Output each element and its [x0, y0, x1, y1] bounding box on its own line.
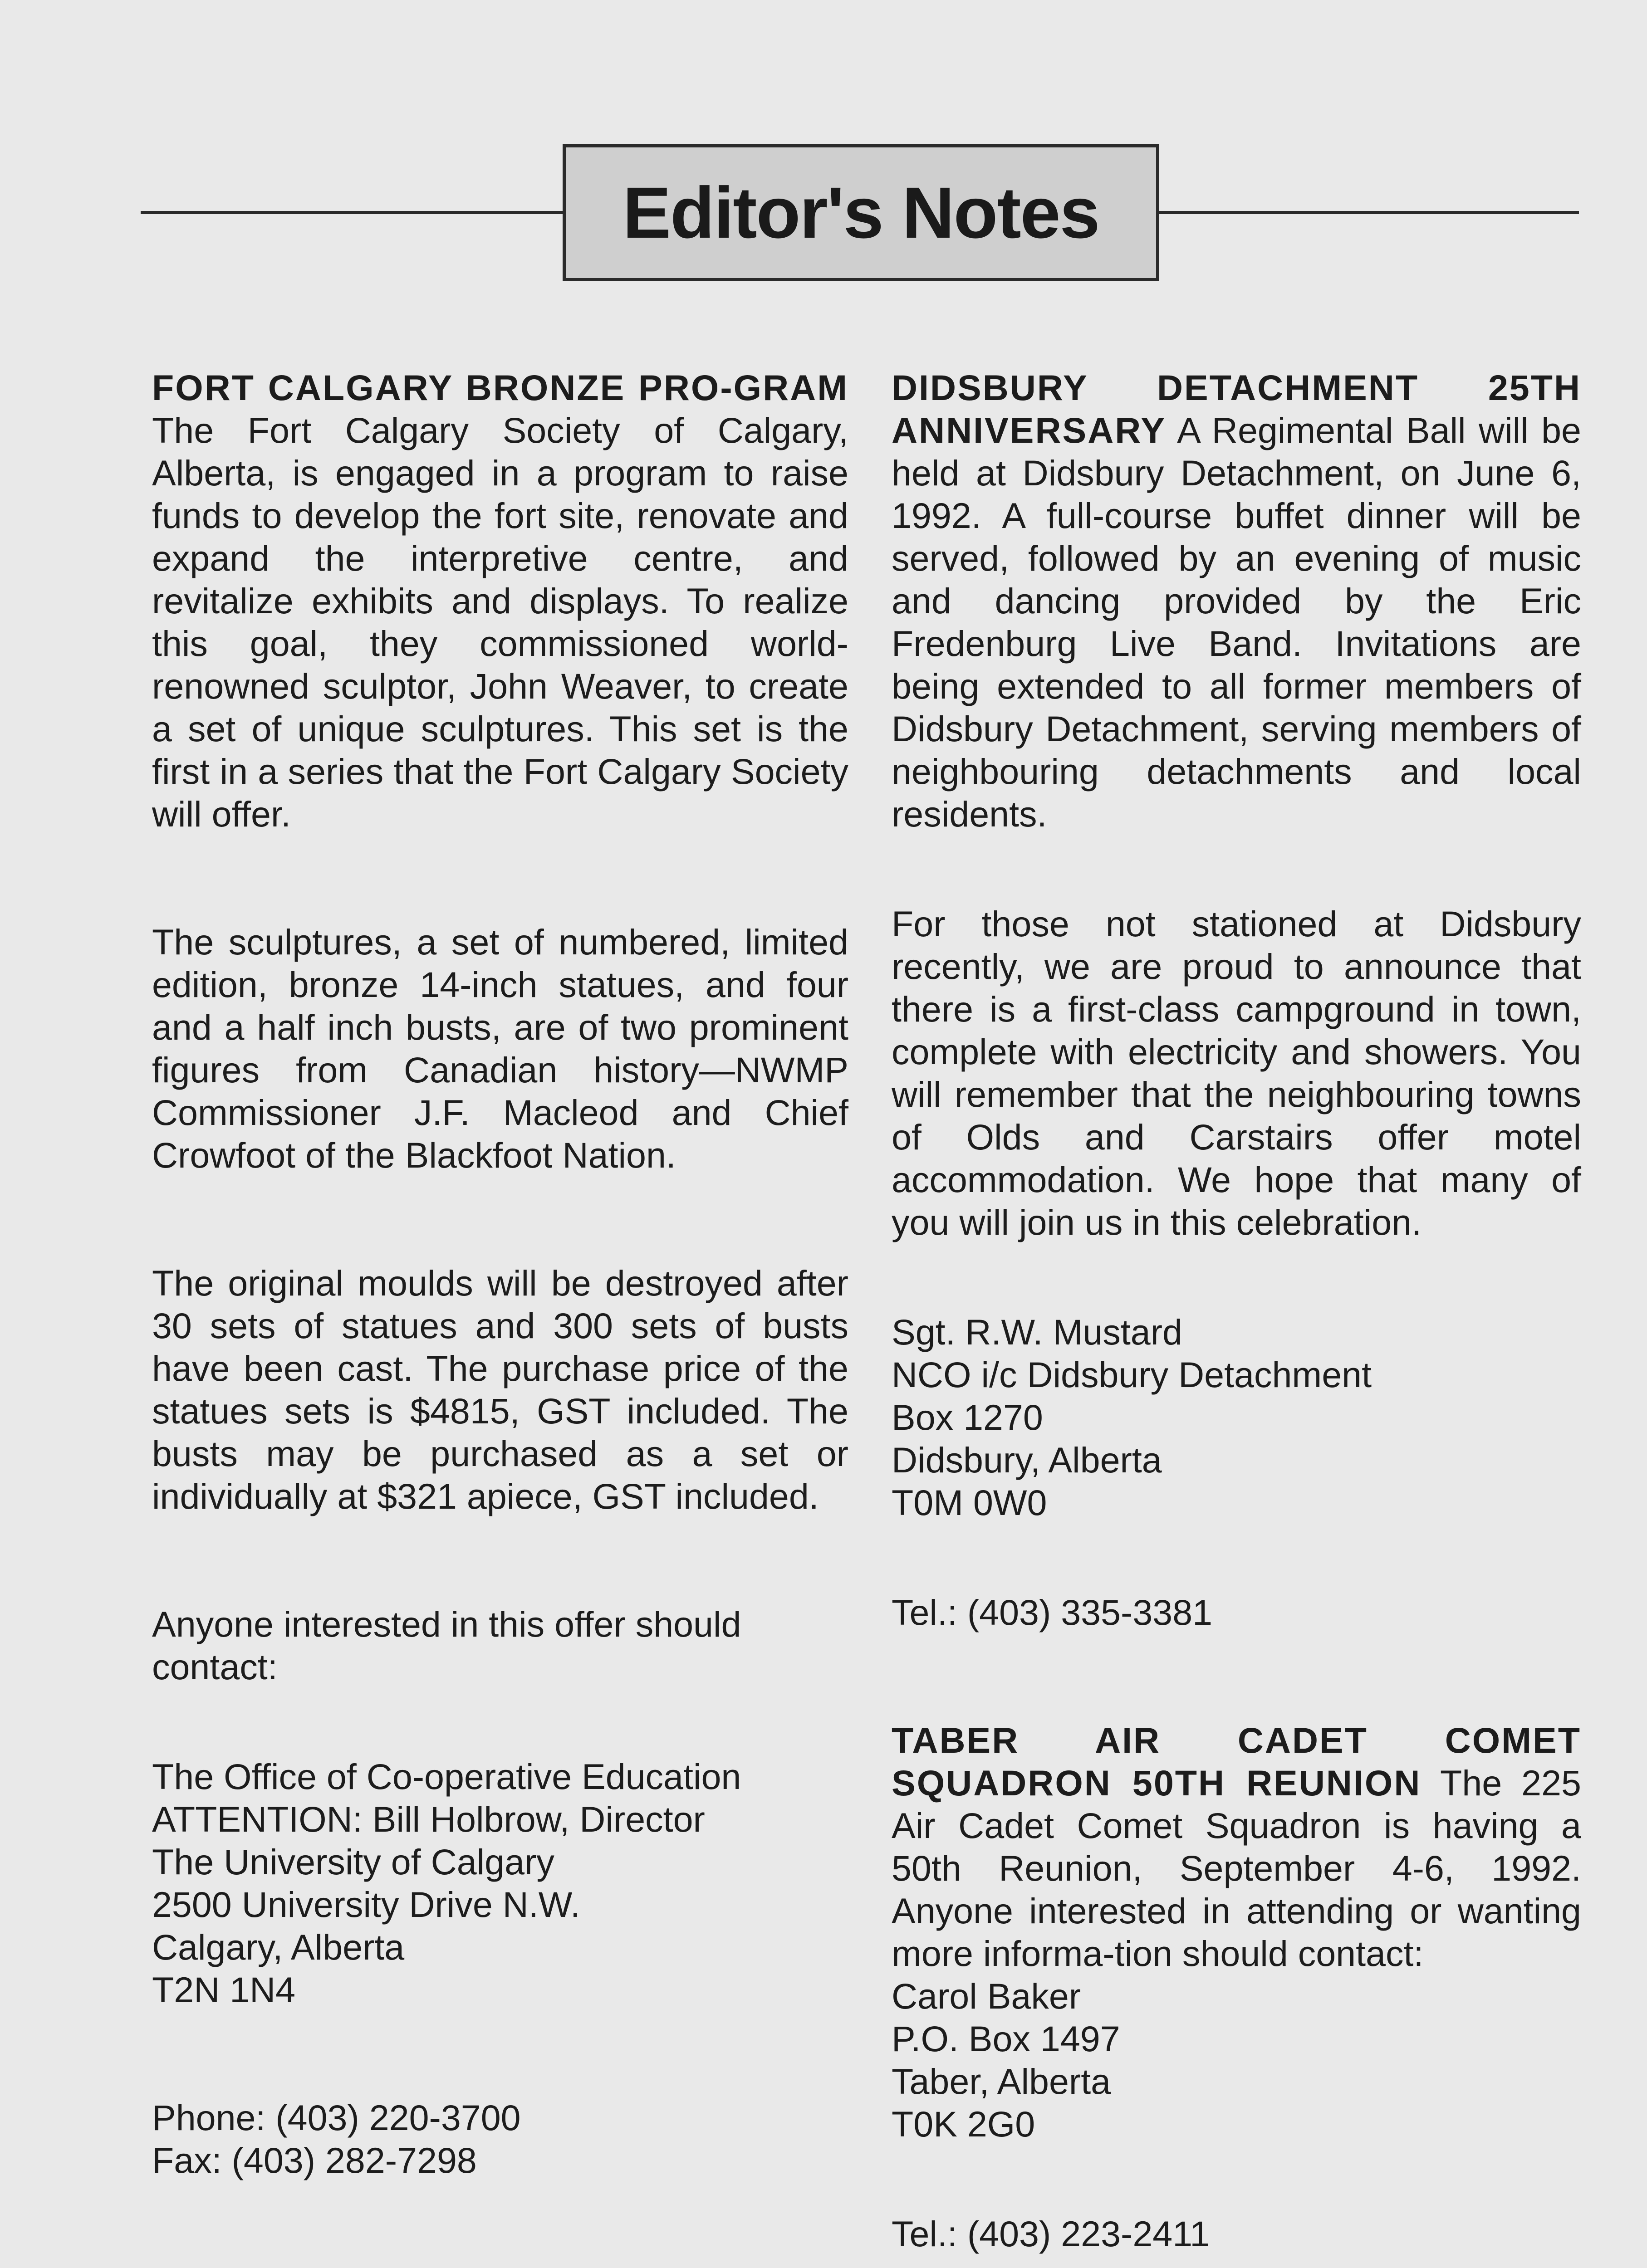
- address-line: T2N 1N4: [152, 1970, 296, 2010]
- didsbury-contact: [892, 1311, 1581, 1524]
- header-rule-left: [141, 211, 563, 214]
- didsbury-text: A Regimental Ball will be held at Didsbury Detachment, on June 6, 1992. A full-course buffet dinner will be served, followed by an evening of music and dancing provided by the Eric Fredenburg Live Band. Invitations are being extended to all former members of Didsbury Detachment, serving members of neighbouring detachments and local residents.: [892, 410, 1581, 834]
- taber-tel: Tel.: (403) 223-2411: [892, 2214, 1210, 2254]
- campground-paragraph: For those not stationed at Didsbury recently, we are proud to announce that there is a first-class campground in town, complete with electricity and showers. You will remember that the neighbouring towns of Olds and Carstairs offer motel accommodation. We hope that many of you will join us in this celebration.: [892, 904, 1581, 1242]
- address-line: The Office of Co-operative Education: [152, 1756, 741, 1797]
- contact-intro: Anyone interested in this offer should contact:: [152, 1604, 741, 1687]
- fax-line: Fax: (403) 282-7298: [152, 2140, 477, 2180]
- contact-address: [152, 1755, 848, 2011]
- moulds-paragraph: The original moulds will be destroyed after 30 sets of statues and 300 sets of busts have been cast. The purchase price of the statues sets is $4815, GST included. The busts may be purchased as a set or individually at $321 apiece, GST included.: [152, 1263, 848, 1516]
- address-line: Carol Baker: [892, 1976, 1081, 2016]
- header-rule-right: [1159, 211, 1579, 214]
- address-line: Didsbury, Alberta: [892, 1440, 1162, 1480]
- sculptures-paragraph: The sculptures, a set of numbered, limited edition, bronze 14-inch statues, and four and a half inch busts, are of two prominent figures from Canadian history—NWMP Commissioner J.F. Macleod and Chief Crowfoot of the Blackfoot Nation.: [152, 922, 848, 1175]
- header-box: [563, 144, 1159, 281]
- address-line: Calgary, Alberta: [152, 1927, 405, 1967]
- right-column: [892, 367, 1581, 2255]
- taber-text: The 225 Air Cadet Comet Squadron is having a 50th Reunion, September 4-6, 1992. Anyone interested in attending or wanting more informa-tion should contact:: [892, 1763, 1581, 1974]
- address-line: The University of Calgary: [152, 1842, 554, 1882]
- address-line: T0K 2G0: [892, 2104, 1035, 2144]
- left-column: [152, 367, 848, 2182]
- didsbury-tel: Tel.: (403) 335-3381: [892, 1592, 1213, 1633]
- taber-contact: [892, 1975, 1581, 2146]
- address-line: NCO i/c Didsbury Detachment: [892, 1354, 1372, 1395]
- address-line: 2500 University Drive N.W.: [152, 1884, 580, 1925]
- address-line: ATTENTION: Bill Holbrow, Director: [152, 1799, 705, 1839]
- page-title: Editor's Notes: [623, 172, 1099, 253]
- address-line: P.O. Box 1497: [892, 2019, 1120, 2059]
- address-line: Box 1270: [892, 1397, 1043, 1437]
- didsbury-paragraph: [892, 367, 1581, 836]
- address-line: Sgt. R.W. Mustard: [892, 1312, 1182, 1352]
- address-line: T0M 0W0: [892, 1482, 1047, 1523]
- taber-paragraph: [892, 1719, 1581, 1975]
- didsbury-heading: DIDSBURY DETACHMENT 25TH ANNIVERSARY: [892, 367, 1581, 450]
- address-line: Taber, Alberta: [892, 2061, 1111, 2102]
- fort-calgary-paragraph: [152, 367, 848, 836]
- phone-line: Phone: (403) 220-3700: [152, 2097, 521, 2138]
- taber-heading: TABER AIR CADET COMET SQUADRON 50TH REUNION: [892, 1720, 1581, 1803]
- fort-calgary-text: The Fort Calgary Society of Calgary, Alberta, is engaged in a program to raise funds to develop the fort site, renovate and expand the interpretive centre, and revitalize exhibits and displays. To realize this goal, they commissioned world-renowned sculptor, John Weaver, to create a set of unique sculptures. This set is the first in a series that the Fort Calgary Society will offer.: [152, 410, 848, 834]
- fort-calgary-heading: FORT CALGARY BRONZE PRO-GRAM: [152, 367, 848, 408]
